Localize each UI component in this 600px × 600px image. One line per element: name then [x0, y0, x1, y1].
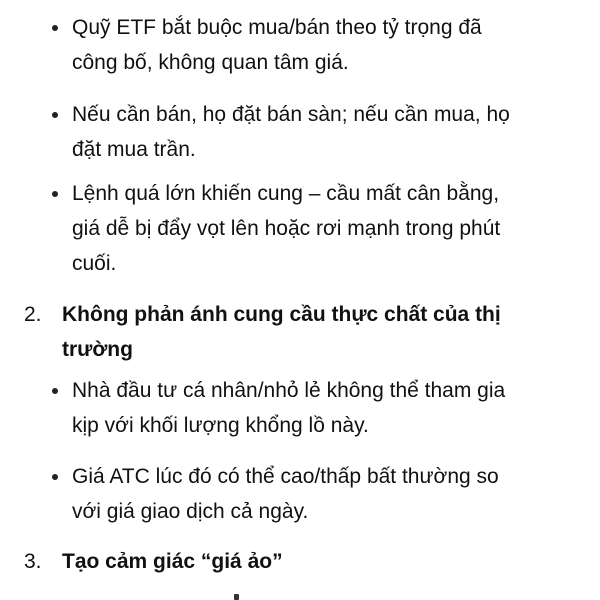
- text-line: Tạo cảm giác “giá ảo”: [62, 550, 283, 573]
- list-item-text: [72, 176, 567, 281]
- text-line: Nếu cần bán, họ đặt bán sàn; nếu cần mua, họ: [72, 103, 510, 126]
- list-item-text: [72, 459, 567, 529]
- text-line: Nhà đầu tư cá nhân/nhỏ lẻ không thể tham gia: [72, 379, 506, 402]
- text-line: Quỹ ETF bắt buộc mua/bán theo tỷ trọng đã: [72, 16, 482, 39]
- text-line: giá dễ bị đẩy vọt lên hoặc rơi mạnh trong phút: [72, 217, 501, 240]
- cropped-text-fragment: [234, 594, 239, 600]
- text-line: Lệnh quá lớn khiến cung – cầu mất cân bằng,: [72, 182, 500, 205]
- bullet-dot-icon: [52, 112, 58, 118]
- heading-text: [62, 297, 562, 367]
- bullet-dot-icon: [52, 388, 58, 394]
- list-number: 2.: [24, 303, 42, 326]
- text-line: đặt mua trần.: [72, 138, 196, 161]
- list-item-text: [72, 10, 567, 80]
- text-line: công bố, không quan tâm giá.: [72, 51, 349, 74]
- bullet-dot-icon: [52, 191, 58, 197]
- bullet-dot-icon: [52, 474, 58, 480]
- text-line: kịp với khối lượng khổng lồ này.: [72, 414, 369, 437]
- list-item-text: [72, 373, 567, 443]
- list-item-text: [72, 97, 567, 167]
- heading-text: [62, 544, 562, 579]
- bullet-dot-icon: [52, 25, 58, 31]
- text-line: với giá giao dịch cả ngày.: [72, 500, 309, 523]
- list-number: 3.: [24, 550, 42, 573]
- text-line: trường: [62, 338, 133, 361]
- text-line: Giá ATC lúc đó có thể cao/thấp bất thường so: [72, 465, 499, 488]
- text-line: Không phản ánh cung cầu thực chất của thị: [62, 303, 501, 326]
- text-line: cuối.: [72, 252, 117, 275]
